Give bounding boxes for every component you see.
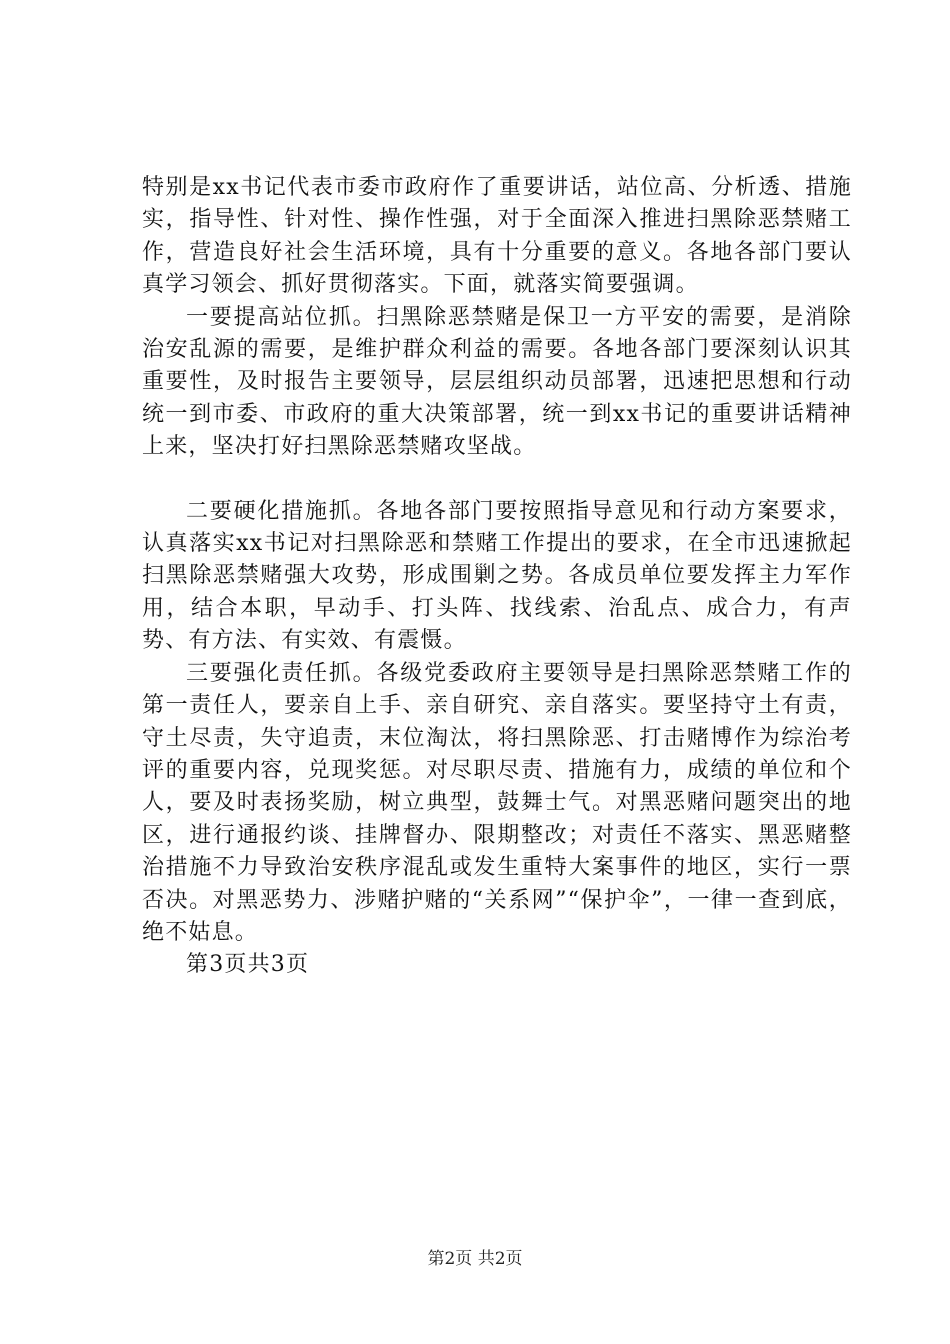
paragraph-point-two: 二要硬化措施抓。各地各部门要按照指导意见和行动方案要求，认真落实xx书记对扫黑除恶和禁赌工作提出的要求，在全市迅速掀起扫黑除恶禁赌强大攻势，形成围剿之势。各成员单位要发挥主力军作用，结合本职，早动手、打头阵、找线索、治乱点、成合力，有声势、有方法、有实效、有震慑。 xyxy=(142,498,852,654)
paragraph-intro: 特别是xx书记代表市委市政府作了重要讲话，站位高、分析透、措施实，指导性、针对性、操作性强，对于全面深入推进扫黑除恶禁赌工作，营造良好社会生活环境，具有十分重要的意义。各地各部门要认真学习领会、抓好贯彻落实。下面，就落实简要强调。 xyxy=(142,175,852,298)
inner-page-number: 第3页共3页 xyxy=(186,952,310,978)
paragraph-point-three: 三要强化责任抓。各级党委政府主要领导是扫黑除恶禁赌工作的第一责任人，要亲自上手、亲自研究、亲自落实。要坚持守土有责，守土尽责，失守追责，末位淘汰，将扫黑除恶、打击赌博作为综治考评的重要内容，兑现奖惩。对尽职尽责、措施有力，成绩的单位和个人，要及时表扬奖励，树立典型，鼓舞士气。对黑恶赌问题突出的地区，进行通报约谈、挂牌督办、限期整改；对责任不落实、黑恶赌整治措施不力导致治安秩序混乱或发生重特大案事件的地区，实行一票否决。对黑恶势力、涉赌护赌的“关系网”“保护伞”，一律一查到底，绝不姑息。 xyxy=(142,660,852,945)
document-body xyxy=(142,172,852,982)
paragraph-point-one: 一要提高站位抓。扫黑除恶禁赌是保卫一方平安的需要，是消除治安乱源的需要，是维护群众利益的需要。各地各部门要深刻认识其重要性，及时报告主要领导，层层组织动员部署，迅速把思想和行动统一到市委、市政府的重大决策部署，统一到xx书记的重要讲话精神上来，坚决打好扫黑除恶禁赌攻坚战。 xyxy=(142,304,852,460)
page-footer: 第2页 共2页 xyxy=(427,1249,523,1269)
